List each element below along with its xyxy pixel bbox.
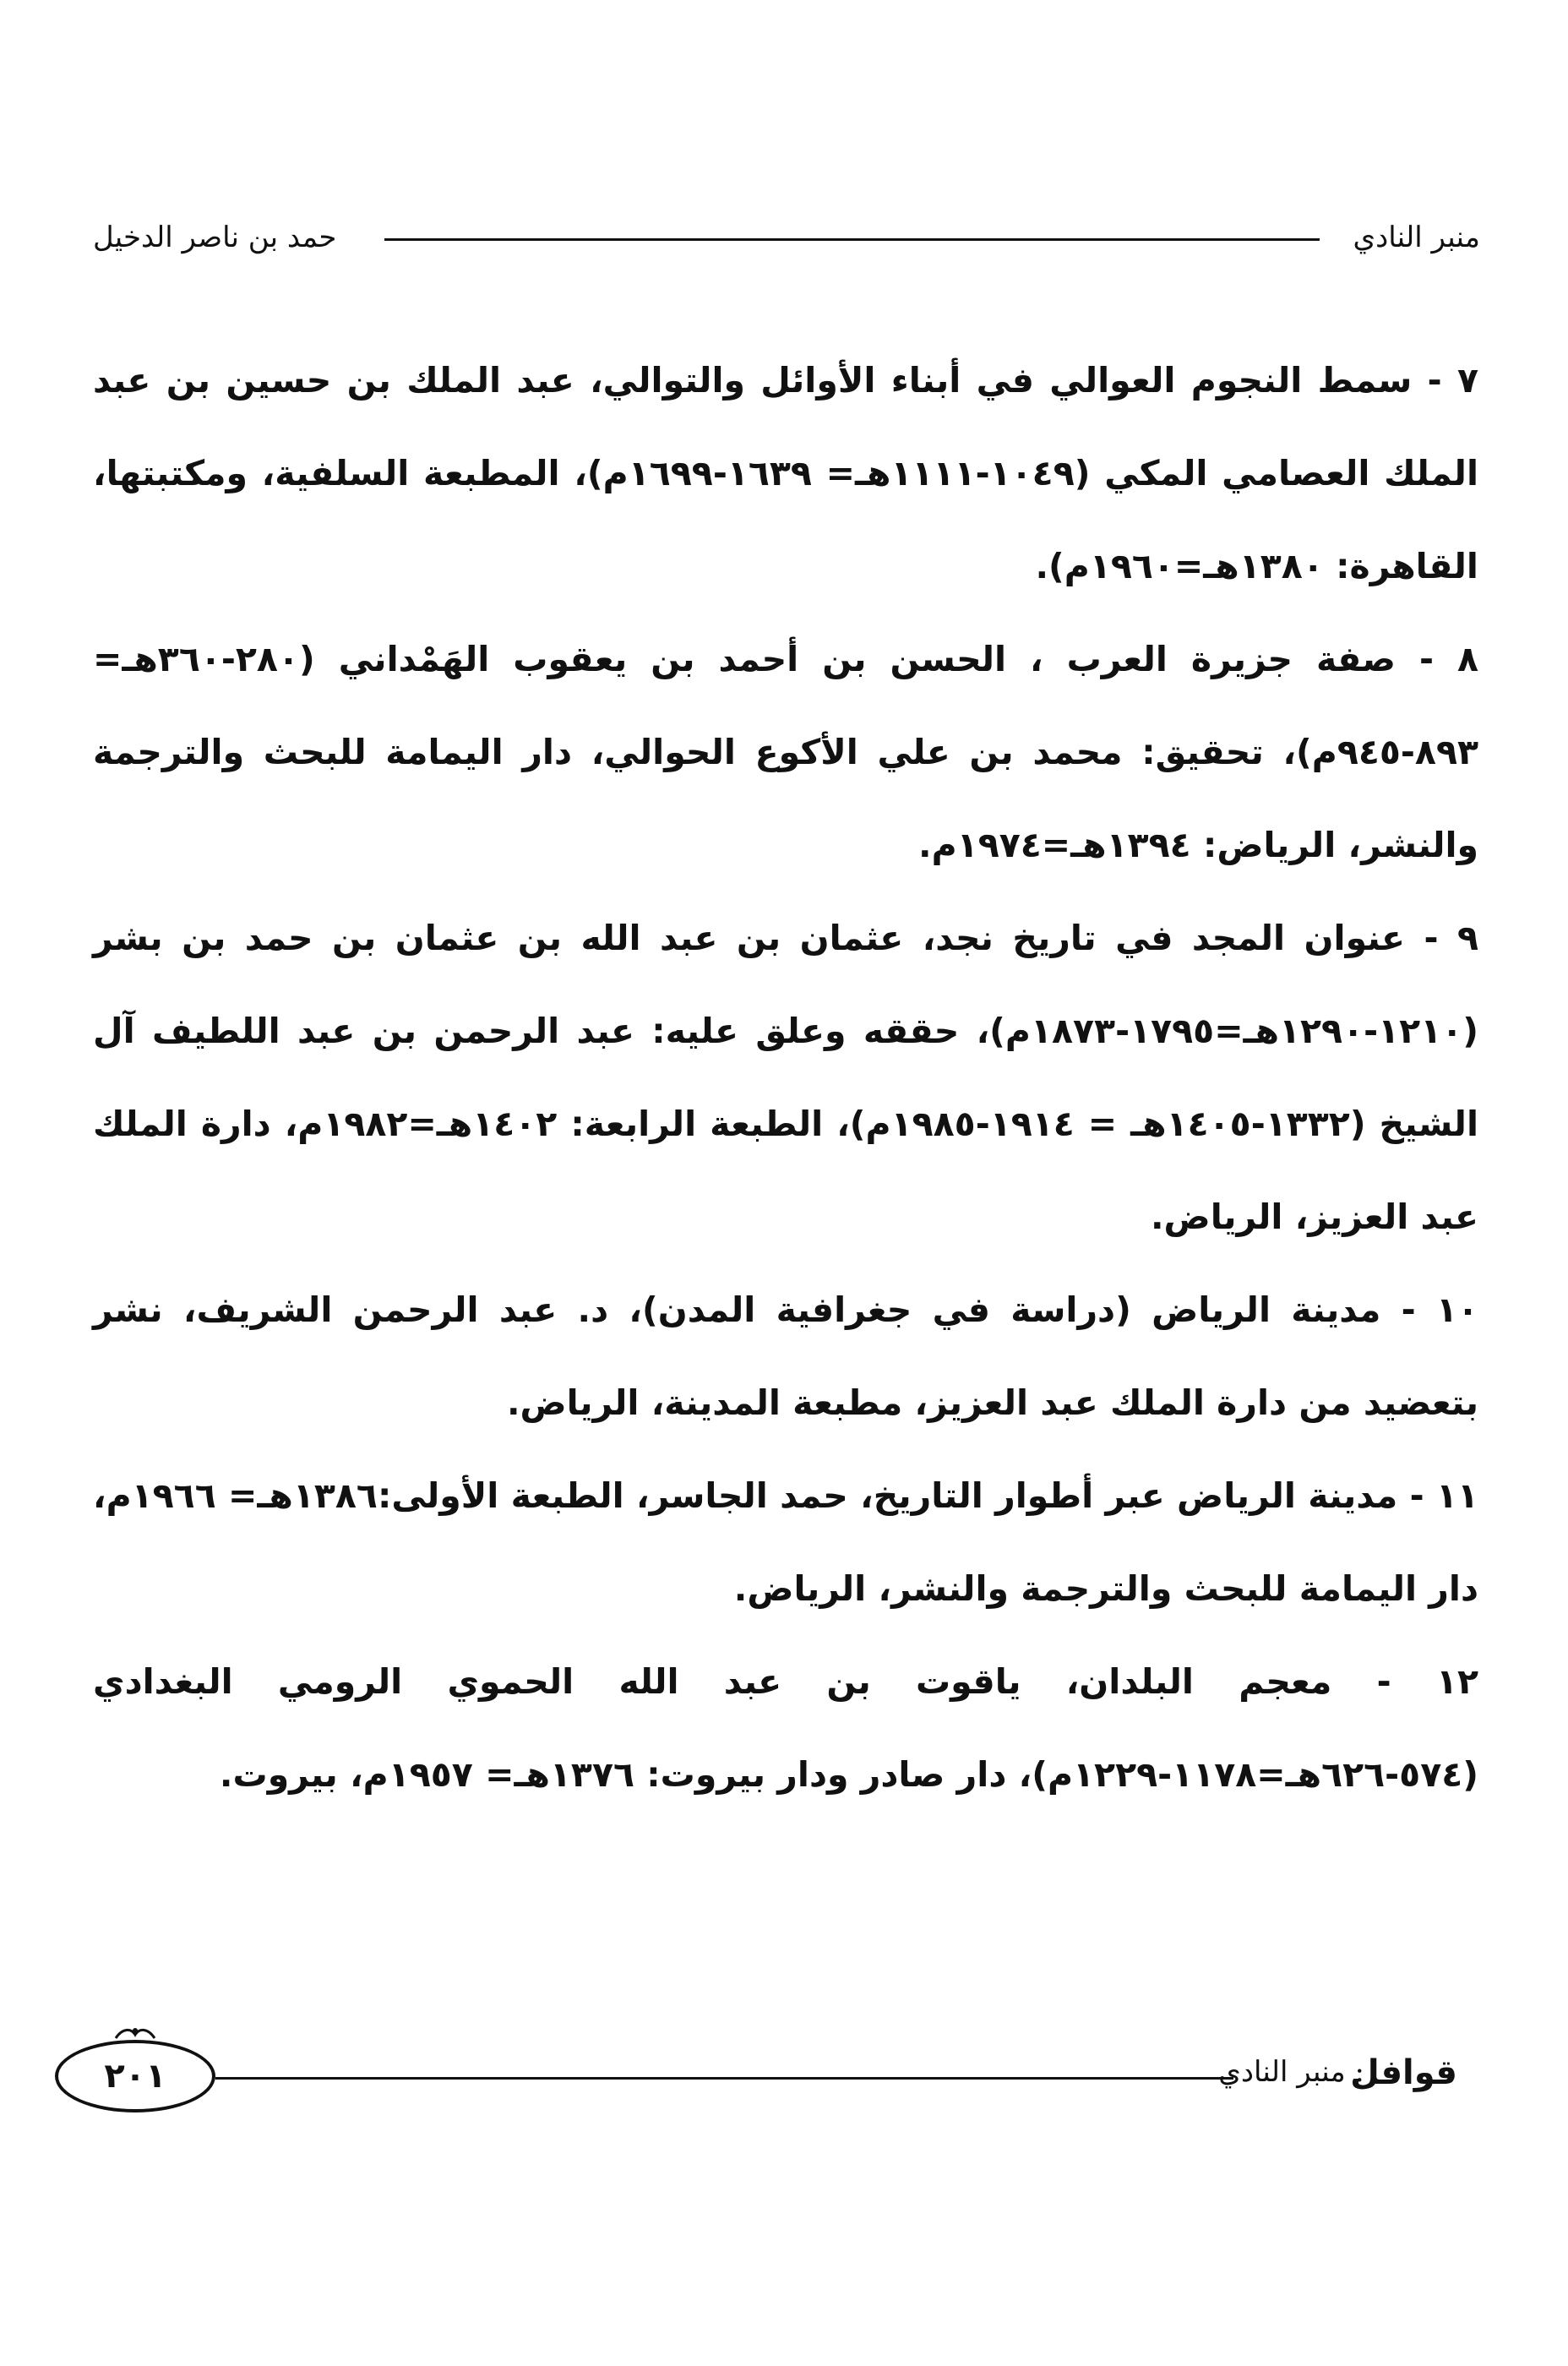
bibliography-entry-12: ١٢ - معجم البلدان، ياقوت بن عبد الله الحموي الرومي البغدادي (٥٧٤-٦٢٦هـ=١١٧٨-١٢٢٩م)، دار صادر ودار بيروت: ١٣٧٦هـ= ١٩٥٧م، بيروت. bbox=[93, 1661, 1478, 1795]
page-footer bbox=[55, 2035, 1457, 2119]
running-header bbox=[93, 215, 1480, 266]
bibliography-list bbox=[93, 334, 1478, 1821]
bibliography-entry-8: ٨ - صفة جزيرة العرب ، الحسن بن أحمد بن يعقوب الهَمْداني (٢٨٠-٣٦٠هـ= ٨٩٣-٩٤٥م)، تحقيق: محمد بن علي الأكوع الحوالي، دار اليمامة للبحث والترجمة والنشر، الرياض: ١٣٩٤هـ=١٩٧٤م. bbox=[93, 639, 1478, 865]
footer-rule bbox=[215, 2077, 1233, 2080]
header-section-title: منبر النادي bbox=[1353, 221, 1480, 254]
bibliography-entry-10: ١٠ - مدينة الرياض (دراسة في جغرافية المدن)، د. عبد الرحمن الشريف، نشر بتعضيد من دارة الملك عبد العزيز، مطبعة المدينة، الرياض. bbox=[93, 1289, 1478, 1423]
header-author: حمد بن ناصر الدخيل bbox=[93, 221, 337, 254]
footer-section-name: : منبر النادي bbox=[1218, 2055, 1364, 2089]
footer-journal-name: قوافل bbox=[1350, 2053, 1457, 2092]
bibliography-entry-9: ٩ - عنوان المجد في تاريخ نجد، عثمان بن عبد الله بن عثمان بن حمد بن بشر (١٢١٠-١٢٩٠هـ=١٧٩٥-١٨٧٣م)، حققه وعلق عليه: عبد الرحمن بن عبد اللطيف آل الشيخ (١٣٣٢-١٤٠٥هـ = ١٩١٤-١٩٨٥م)، الطبعة الرابعة: ١٤٠٢هـ=١٩٨٢م، دارة الملك عبد العزيز، الرياض. bbox=[93, 918, 1478, 1237]
page-number-badge: ٢٠١ bbox=[55, 2040, 215, 2112]
header-rule bbox=[384, 238, 1320, 241]
bibliography-entry-7: ٧ - سمط النجوم العوالي في أبناء الأوائل والتوالي، عبد الملك بن حسين بن عبد الملك العصامي المكي (١٠٤٩-١١١١هـ= ١٦٣٩-١٦٩٩م)، المطبعة السلفية، ومكتبتها، القاهرة: ١٣٨٠هـ=١٩٦٠م). bbox=[93, 360, 1478, 586]
bibliography-entry-11: ١١ - مدينة الرياض عبر أطوار التاريخ، حمد الجاسر، الطبعة الأولى:١٣٨٦هـ= ١٩٦٦م، دار اليمامة للبحث والترجمة والنشر، الرياض. bbox=[93, 1475, 1478, 1609]
